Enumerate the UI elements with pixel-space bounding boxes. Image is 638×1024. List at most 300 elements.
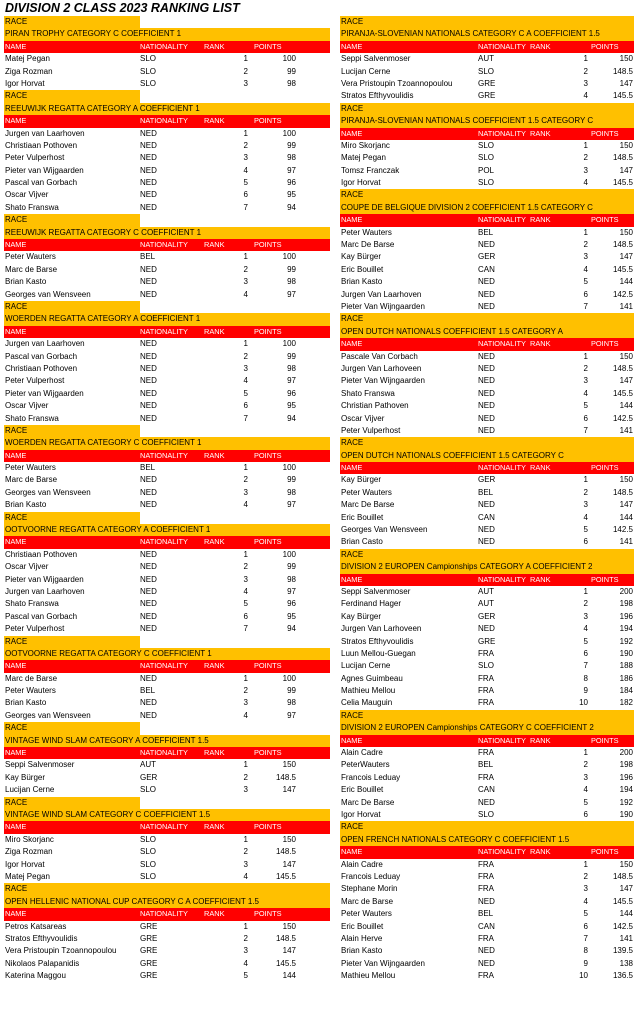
header-rank: RANK <box>530 215 551 225</box>
sailor-name: Alain Herve <box>341 933 383 943</box>
sailor-points: 100 <box>282 673 296 683</box>
race-block <box>4 214 330 301</box>
sailor-name: Ziga Rozman <box>5 847 53 857</box>
table-header <box>4 747 330 759</box>
sailor-points: 99 <box>287 686 296 696</box>
sailor-nationality: GER <box>478 475 496 485</box>
race-title: VINTAGE WIND SLAM CATEGORY C COEFFICIENT 1.5 <box>4 809 330 821</box>
header-rank: RANK <box>204 240 225 250</box>
table-row <box>4 165 330 177</box>
race-label: RACE <box>4 722 140 734</box>
sailor-name: Jurgen Van Larhoveen <box>341 624 422 634</box>
table-row <box>340 301 634 313</box>
sailor-name: Jurgen van Laarhoven <box>5 586 85 596</box>
sailor-nationality: BEL <box>478 909 494 919</box>
race-label: RACE <box>4 301 140 313</box>
sailor-name: Eric Bouillet <box>341 512 384 522</box>
sailor-rank: 5 <box>243 178 248 188</box>
sailor-rank: 1 <box>583 227 588 237</box>
sailor-nationality: GER <box>478 252 496 262</box>
header-rank: RANK <box>530 41 551 51</box>
sailor-points: 148.5 <box>612 871 633 881</box>
table-row <box>340 970 634 982</box>
table-header <box>4 239 330 251</box>
sailor-name: Peter Vulperhost <box>5 624 65 634</box>
table-row <box>4 499 330 511</box>
sailor-points: 145.5 <box>275 958 296 968</box>
sailor-points: 150 <box>282 834 296 844</box>
sailor-rank: 3 <box>243 153 248 163</box>
sailor-nationality: NED <box>140 264 157 274</box>
sailor-name: Pieter van Wijgaarden <box>5 574 84 584</box>
sailor-name: Vera Pristoupin Tzoannopoulou <box>5 946 117 956</box>
table-row <box>340 227 634 239</box>
race-block <box>340 710 634 822</box>
sailor-nationality: SLO <box>478 810 495 819</box>
table-row <box>340 673 634 685</box>
sailor-rank: 4 <box>243 958 248 968</box>
sailor-name: Mathieu Mellou <box>341 686 396 696</box>
sailor-points: 145.5 <box>612 91 633 101</box>
sailor-points: 144 <box>619 401 633 411</box>
race-block <box>4 636 330 723</box>
sailor-points: 141 <box>619 301 633 311</box>
sailor-nationality: GRE <box>478 78 496 88</box>
sailor-points: 150 <box>619 54 633 64</box>
table-row <box>4 474 330 486</box>
sailor-rank: 6 <box>243 401 248 411</box>
sailor-points: 182 <box>619 698 633 708</box>
table-header <box>340 41 634 53</box>
sailor-name: Kay Bürger <box>341 252 382 262</box>
header-nationality: NATIONALITY <box>478 215 526 225</box>
race-block <box>340 313 634 437</box>
sailor-rank: 3 <box>243 78 248 88</box>
table-row <box>4 351 330 363</box>
sailor-points: 148.5 <box>612 363 633 373</box>
header-name: NAME <box>5 909 27 919</box>
sailor-name: Vera Pristoupin Tzoannopoulou <box>341 78 453 88</box>
table-row <box>4 462 330 474</box>
sailor-rank: 2 <box>243 475 248 485</box>
sailor-points: 142.5 <box>612 921 633 931</box>
sailor-rank: 4 <box>583 624 588 634</box>
sailor-points: 188 <box>619 661 633 671</box>
table-row <box>340 400 634 412</box>
header-points: POINTS <box>254 661 282 671</box>
sailor-points: 148.5 <box>275 847 296 857</box>
race-title: PIRANJA-SLOVENIAN NATIONALS CATEGORY C A COEFFICIENT 1.5 <box>340 28 634 40</box>
sailor-nationality: GER <box>140 772 158 782</box>
sailor-points: 184 <box>619 686 633 696</box>
header-name: NAME <box>341 735 363 745</box>
sailor-nationality: NED <box>478 401 495 411</box>
sailor-name: Stratos Efthyvoulidis <box>341 636 414 646</box>
sailor-nationality: NED <box>478 351 495 361</box>
sailor-name: Georges van Wensveen <box>5 487 91 497</box>
race-label: RACE <box>4 214 140 226</box>
table-row <box>340 413 634 425</box>
sailor-nationality: GER <box>478 611 496 621</box>
table-row <box>4 388 330 400</box>
sailor-points: 99 <box>287 264 296 274</box>
sailor-points: 98 <box>287 487 296 497</box>
table-row <box>340 772 634 784</box>
race-label: RACE <box>4 636 140 648</box>
sailor-points: 98 <box>287 574 296 584</box>
sailor-name: Marc de Barse <box>341 896 394 906</box>
sailor-points: 194 <box>619 624 633 634</box>
sailor-name: Miro Skorjanc <box>5 834 54 844</box>
table-row <box>4 264 330 276</box>
sailor-rank: 7 <box>583 301 588 311</box>
sailor-rank: 6 <box>243 190 248 200</box>
header-name: NAME <box>5 41 27 51</box>
sailor-rank: 3 <box>583 500 588 510</box>
sailor-name: Shato Franswa <box>5 413 59 423</box>
race-title: OOTVOORNE REGATTA CATEGORY A COEFFICIENT 1 <box>4 524 330 536</box>
table-row <box>340 623 634 635</box>
table-row <box>340 797 634 809</box>
sailor-rank: 1 <box>583 351 588 361</box>
sailor-rank: 2 <box>583 871 588 881</box>
header-points: POINTS <box>591 128 619 138</box>
race-label: RACE <box>4 16 140 28</box>
table-row <box>340 53 634 65</box>
table-row <box>340 276 634 288</box>
header-nationality: NATIONALITY <box>140 240 188 250</box>
sailor-rank: 3 <box>243 277 248 287</box>
table-row <box>340 264 634 276</box>
race-title: REEUWIJK REGATTA CATEGORY C COEFFICIENT 1 <box>4 227 330 239</box>
sailor-nationality: CAN <box>478 921 495 931</box>
sailor-rank: 1 <box>243 339 248 349</box>
header-rank: RANK <box>204 116 225 126</box>
sailor-points: 141 <box>619 425 633 435</box>
sailor-name: Petros Katsareas <box>5 921 67 931</box>
sailor-rank: 2 <box>243 351 248 361</box>
sailor-nationality: NED <box>140 500 157 510</box>
sailor-rank: 6 <box>583 413 588 423</box>
sailor-name: Francois Leduay <box>341 772 401 782</box>
header-nationality: NATIONALITY <box>478 847 526 857</box>
sailor-points: 200 <box>619 748 633 758</box>
table-header <box>340 735 634 747</box>
sailor-points: 139.5 <box>612 946 633 956</box>
sailor-points: 100 <box>282 549 296 559</box>
sailor-nationality: NED <box>140 401 157 411</box>
sailor-points: 148.5 <box>612 240 633 250</box>
sailor-nationality: GRE <box>140 958 158 968</box>
sailor-nationality: SLO <box>140 78 157 88</box>
race-title: OPEN DUTCH NATIONALS COEFFICIENT 1.5 CATEGORY C <box>340 450 634 462</box>
header-points: POINTS <box>591 574 619 584</box>
sailor-name: Ziga Rozman <box>5 66 53 76</box>
sailor-name: Matej Pegan <box>5 871 50 881</box>
sailor-points: 97 <box>287 165 296 175</box>
sailor-points: 147 <box>619 376 633 386</box>
sailor-name: Agnes Guimbeau <box>341 673 403 683</box>
sailor-name: Pascal van Gorbach <box>5 351 78 361</box>
sailor-nationality: NED <box>140 351 157 361</box>
sailor-rank: 7 <box>243 624 248 634</box>
sailor-points: 147 <box>619 500 633 510</box>
sailor-nationality: FRA <box>478 884 494 894</box>
sailor-points: 147 <box>619 165 633 175</box>
sailor-points: 196 <box>619 772 633 782</box>
sailor-rank: 1 <box>243 128 248 138</box>
sailor-nationality: FRA <box>478 686 494 696</box>
sailor-rank: 3 <box>583 772 588 782</box>
sailor-rank: 5 <box>583 277 588 287</box>
sailor-name: Shato Franswa <box>5 202 59 212</box>
sailor-rank: 6 <box>583 537 588 547</box>
sailor-nationality: SLO <box>478 66 495 76</box>
sailor-rank: 4 <box>243 376 248 386</box>
sailor-name: Katerina Maggou <box>5 971 66 981</box>
sailor-nationality: NED <box>140 289 157 299</box>
sailor-name: Luun Mellou-Guegan <box>341 648 416 658</box>
sailor-rank: 6 <box>583 921 588 931</box>
race-title: OPEN FRENCH NATIONALS CATEGORY C COEFFICIENT 1.5 <box>340 834 634 846</box>
sailor-nationality: NED <box>140 277 157 287</box>
sailor-nationality: CAN <box>478 264 495 274</box>
sailor-rank: 3 <box>583 611 588 621</box>
table-row <box>340 239 634 251</box>
sailor-points: 141 <box>619 537 633 547</box>
sailor-name: Igor Horvat <box>341 178 381 188</box>
sailor-points: 150 <box>282 921 296 931</box>
table-row <box>4 970 330 982</box>
sailor-name: Oscar Vijver <box>5 401 49 411</box>
sailor-rank: 4 <box>243 586 248 596</box>
header-rank: RANK <box>204 41 225 51</box>
header-rank: RANK <box>204 909 225 919</box>
sailor-name: Pieter van Wijgaarden <box>5 388 84 398</box>
header-rank: RANK <box>204 537 225 547</box>
sailor-nationality: NED <box>140 190 157 200</box>
header-points: POINTS <box>591 339 619 349</box>
sailor-name: Eric Bouillet <box>341 264 384 274</box>
header-points: POINTS <box>254 326 282 336</box>
race-title: DIVISION 2 EUROPEN Campionships CATEGORY A COEFFICIENT 2 <box>340 561 634 573</box>
sailor-nationality: SLO <box>140 871 157 881</box>
sailor-points: 94 <box>287 413 296 423</box>
sailor-points: 186 <box>619 673 633 683</box>
header-points: POINTS <box>591 735 619 745</box>
table-row <box>4 784 330 796</box>
table-row <box>340 921 634 933</box>
sailor-points: 192 <box>619 797 633 807</box>
table-row <box>4 933 330 945</box>
table-row <box>4 772 330 784</box>
sailor-name: Brian Kasto <box>5 277 47 287</box>
sailor-rank: 4 <box>243 871 248 881</box>
sailor-rank: 3 <box>243 574 248 584</box>
sailor-rank: 4 <box>583 785 588 795</box>
sailor-points: 150 <box>619 859 633 869</box>
sailor-nationality: SLO <box>140 859 157 869</box>
sailor-rank: 3 <box>583 78 588 88</box>
table-row <box>340 759 634 771</box>
table-row <box>4 673 330 685</box>
sailor-nationality: NED <box>478 958 495 968</box>
table-row <box>340 636 634 648</box>
sailor-points: 147 <box>619 78 633 88</box>
race-title: DIVISION 2 EUROPEN Campionships CATEGORY C COEFFICIENT 2 <box>340 722 634 734</box>
sailor-points: 150 <box>619 140 633 150</box>
sailor-rank: 1 <box>243 760 248 770</box>
table-row <box>4 152 330 164</box>
header-points: POINTS <box>591 41 619 51</box>
sailor-nationality: FRA <box>478 698 494 708</box>
header-nationality: NATIONALITY <box>140 326 188 336</box>
table-row <box>4 623 330 635</box>
sailor-nationality: NED <box>478 413 495 423</box>
sailor-name: Miro Skorjanc <box>341 140 390 150</box>
sailor-rank: 7 <box>583 661 588 671</box>
table-row <box>340 524 634 536</box>
table-row <box>4 66 330 78</box>
sailor-nationality: CAN <box>478 785 495 795</box>
sailor-points: 148.5 <box>612 66 633 76</box>
sailor-rank: 2 <box>583 599 588 609</box>
sailor-name: Pieter Van Wijngaarden <box>341 958 425 968</box>
table-row <box>340 66 634 78</box>
race-label: RACE <box>340 103 634 115</box>
sailor-rank: 1 <box>243 921 248 931</box>
sailor-points: 150 <box>282 760 296 770</box>
race-block <box>340 189 634 313</box>
sailor-nationality: NED <box>140 413 157 423</box>
sailor-name: Kay Bürger <box>341 611 382 621</box>
table-header <box>340 462 634 474</box>
sailor-points: 96 <box>287 178 296 188</box>
sailor-name: Lucijan Cerne <box>5 785 55 795</box>
sailor-name: Marc De Barse <box>341 500 395 510</box>
sailor-points: 198 <box>619 760 633 770</box>
race-label: RACE <box>340 189 634 201</box>
header-rank: RANK <box>530 339 551 349</box>
sailor-rank: 10 <box>579 698 588 708</box>
sailor-nationality: SLO <box>478 661 495 671</box>
sailor-nationality: NED <box>140 710 157 720</box>
sailor-rank: 2 <box>583 153 588 163</box>
table-row <box>340 747 634 759</box>
sailor-rank: 7 <box>243 202 248 212</box>
sailor-points: 147 <box>282 946 296 956</box>
race-label: RACE <box>4 883 330 895</box>
table-row <box>4 697 330 709</box>
table-row <box>340 388 634 400</box>
sailor-name: Marc de Barse <box>5 673 58 683</box>
table-row <box>4 363 330 375</box>
sailor-name: Stratos Efthyvoulidis <box>341 91 414 101</box>
sailor-points: 136.5 <box>612 971 633 981</box>
sailor-name: Brian Kasto <box>5 500 47 510</box>
header-points: POINTS <box>254 450 282 460</box>
sailor-rank: 4 <box>243 500 248 510</box>
table-header <box>340 846 634 858</box>
sailor-nationality: NED <box>478 277 495 287</box>
header-rank: RANK <box>204 661 225 671</box>
sailor-rank: 1 <box>243 673 248 683</box>
sailor-nationality: NED <box>140 153 157 163</box>
sailor-points: 147 <box>282 785 296 795</box>
table-row <box>340 598 634 610</box>
table-row <box>340 177 634 189</box>
table-row <box>340 933 634 945</box>
table-row <box>4 561 330 573</box>
header-name: NAME <box>5 450 27 460</box>
sailor-nationality: NED <box>140 599 157 609</box>
table-row <box>4 289 330 301</box>
table-row <box>340 165 634 177</box>
table-row <box>340 152 634 164</box>
sailor-points: 144 <box>282 971 296 981</box>
sailor-points: 98 <box>287 153 296 163</box>
sailor-name: Eric Bouillet <box>341 785 384 795</box>
sailor-name: Jurgen Van Larhoveen <box>341 363 422 373</box>
sailor-name: Peter Vulperhost <box>341 425 401 435</box>
sailor-nationality: NED <box>478 388 495 398</box>
table-row <box>4 598 330 610</box>
header-points: POINTS <box>591 215 619 225</box>
sailor-name: Jurgen van Laarhoven <box>5 339 85 349</box>
sailor-rank: 1 <box>583 586 588 596</box>
sailor-name: Marc De Barse <box>341 240 395 250</box>
sailor-rank: 5 <box>583 525 588 535</box>
table-row <box>4 53 330 65</box>
table-header <box>340 214 634 226</box>
race-title: WOERDEN REGATTA CATEGORY A COEFFICIENT 1 <box>4 313 330 325</box>
sailor-nationality: BEL <box>140 686 156 696</box>
sailor-nationality: BEL <box>478 487 494 497</box>
sailor-name: Pieter Van Wijngaarden <box>341 376 425 386</box>
table-row <box>4 945 330 957</box>
sailor-nationality: GRE <box>478 91 496 101</box>
sailor-rank: 2 <box>583 760 588 770</box>
table-row <box>4 375 330 387</box>
sailor-nationality: FRA <box>478 648 494 658</box>
sailor-name: Pieter Van Wijngaarden <box>341 301 425 311</box>
sailor-rank: 4 <box>583 264 588 274</box>
sailor-points: 99 <box>287 66 296 76</box>
sailor-rank: 2 <box>243 66 248 76</box>
sailor-nationality: NED <box>140 202 157 212</box>
sailor-rank: 3 <box>243 487 248 497</box>
sailor-nationality: NED <box>140 673 157 683</box>
sailor-name: Jurgen van Laarhoven <box>5 128 85 138</box>
table-row <box>4 846 330 858</box>
sailor-nationality: SLO <box>140 847 157 857</box>
sailor-nationality: FRA <box>478 971 494 981</box>
sailor-name: Igor Horvat <box>341 810 381 819</box>
sailor-name: Brian Kasto <box>341 946 383 956</box>
race-block <box>4 425 330 512</box>
race-label: RACE <box>340 16 634 28</box>
table-header <box>4 536 330 548</box>
sailor-nationality: NED <box>478 500 495 510</box>
sailor-nationality: BEL <box>478 227 494 237</box>
header-nationality: NATIONALITY <box>478 128 526 138</box>
header-name: NAME <box>5 748 27 758</box>
sailor-name: Marc de Barse <box>5 264 58 274</box>
race-label: RACE <box>4 90 140 102</box>
sailor-nationality: GRE <box>140 946 158 956</box>
race-block <box>4 797 330 884</box>
sailor-rank: 5 <box>583 909 588 919</box>
